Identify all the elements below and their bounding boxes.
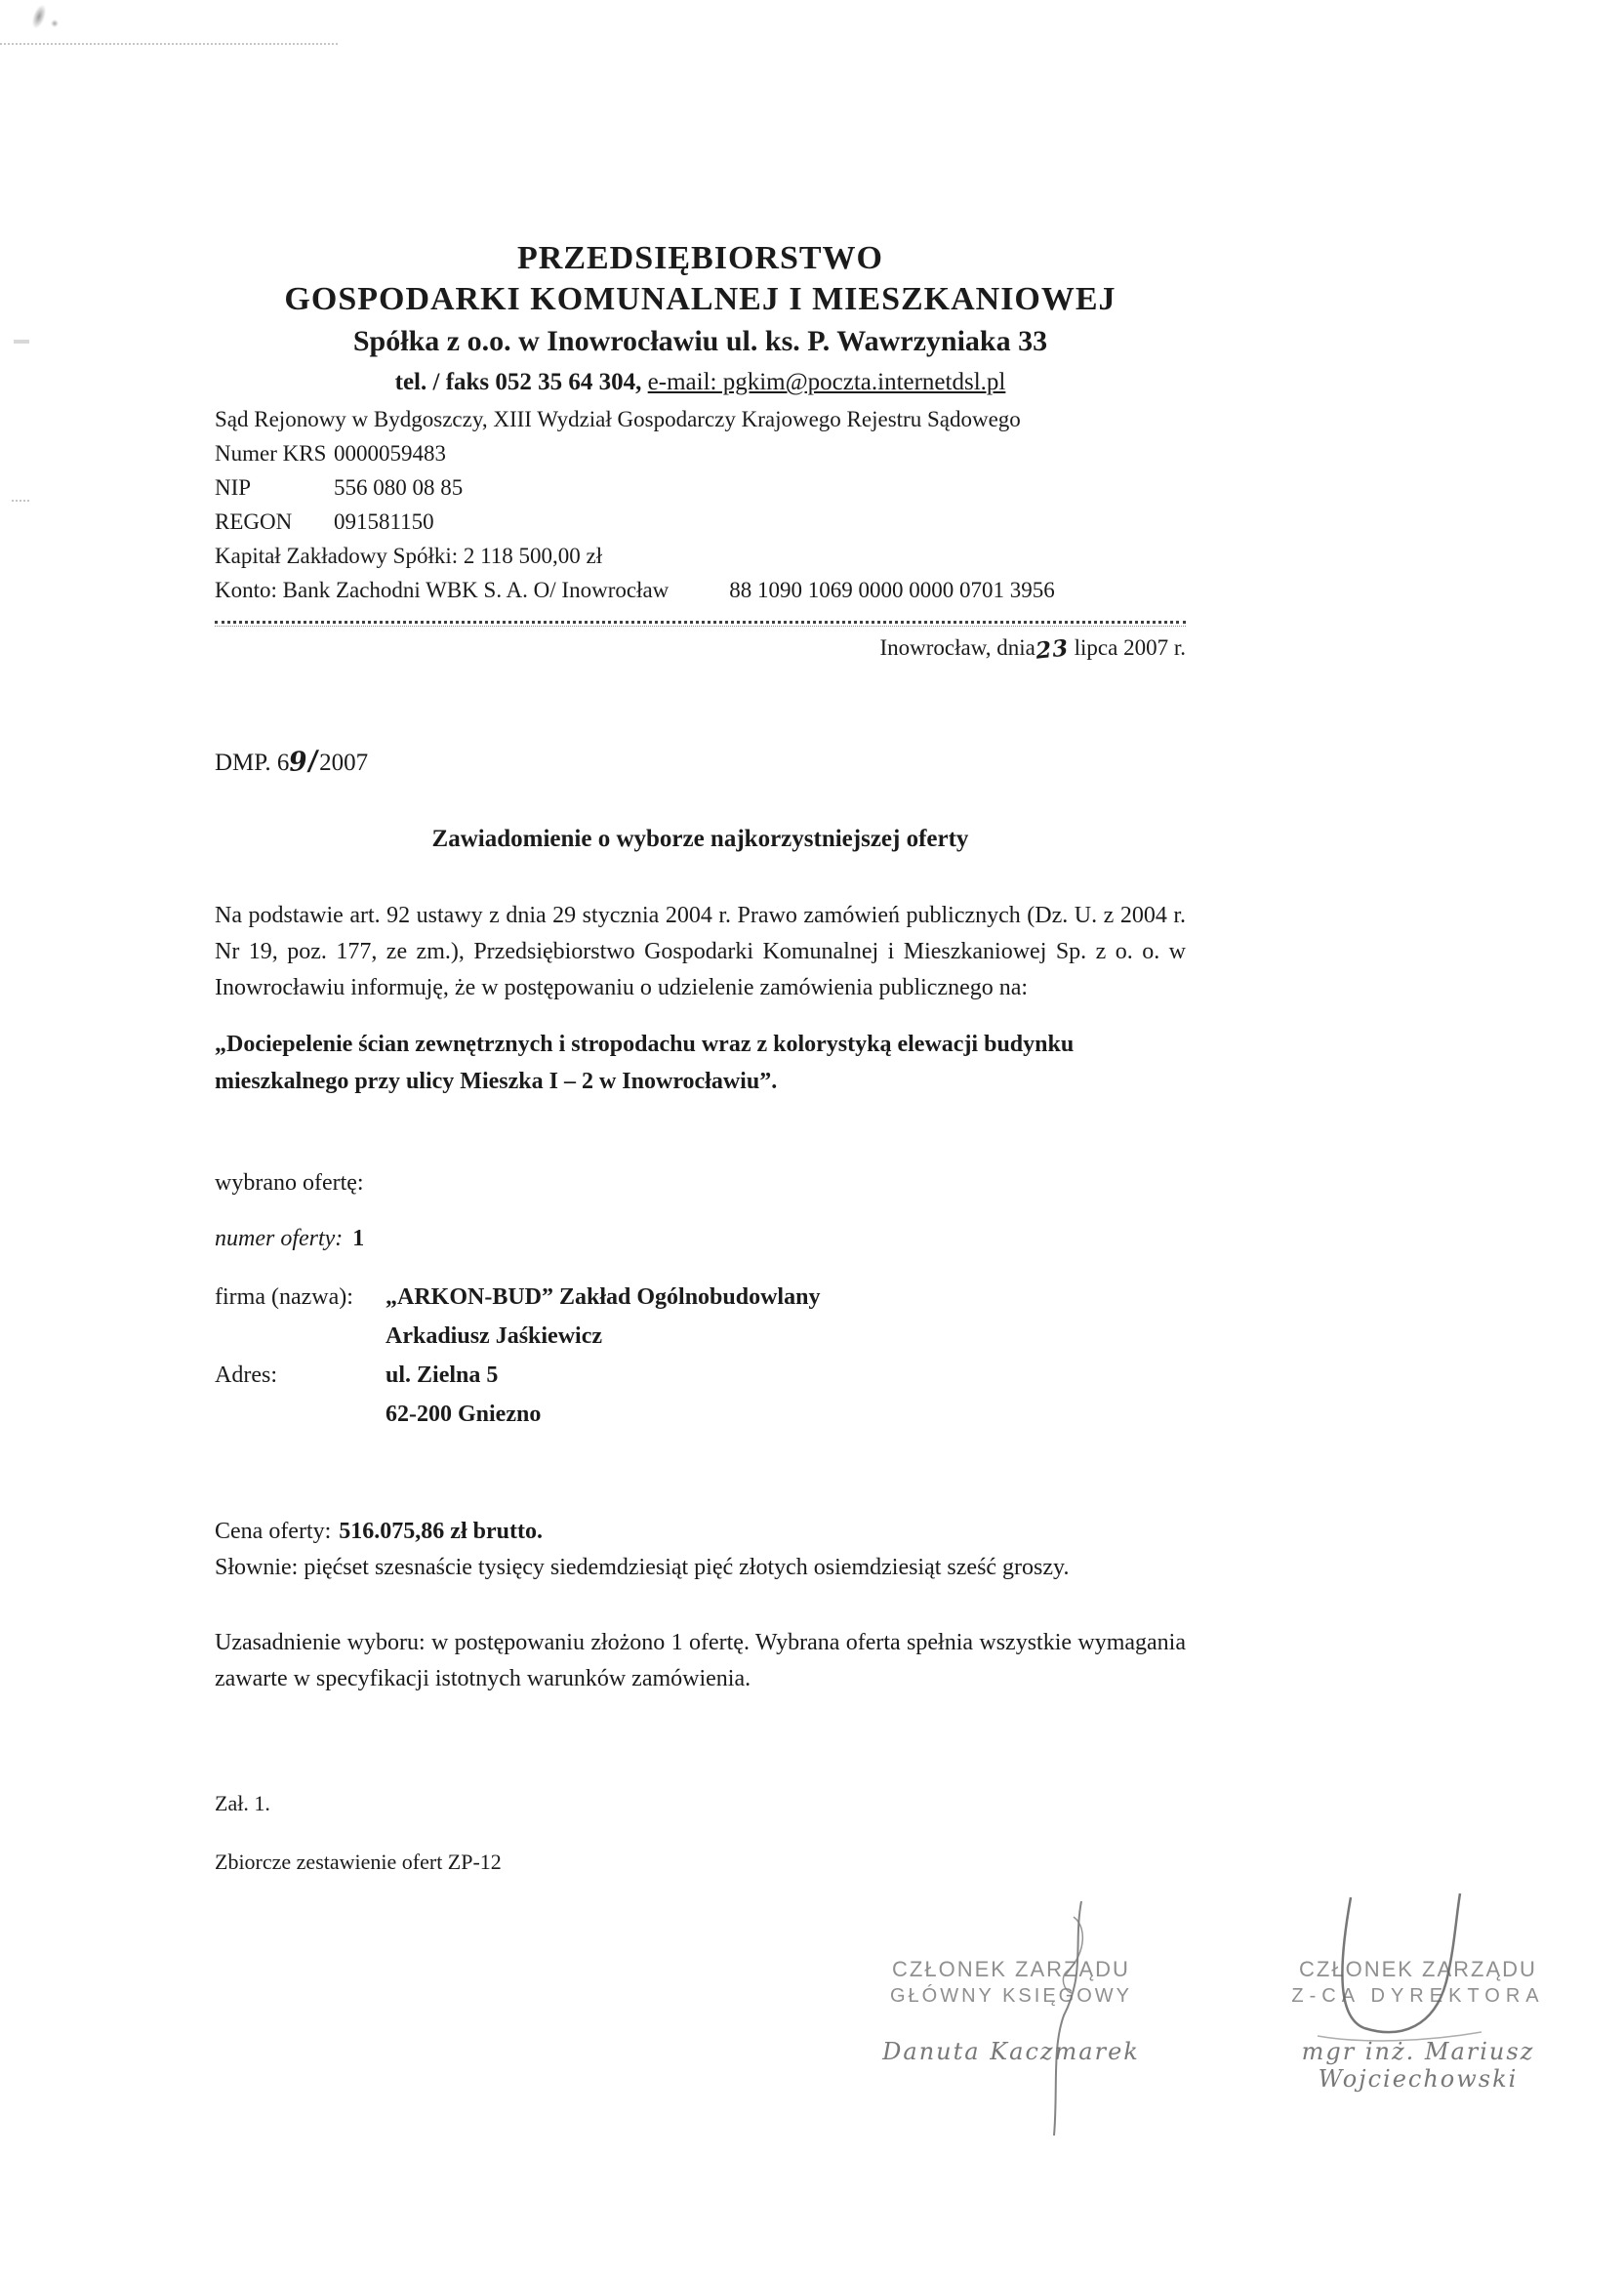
chosen-offer-label: wybrano ofertę: [215, 1170, 364, 1196]
scan-speck [12, 500, 29, 507]
nip-value: 556 080 08 85 [334, 475, 464, 500]
winner-details [215, 1278, 1186, 1434]
handwritten-day: 23 [1034, 634, 1071, 665]
price-in-words: Słownie: pięćset szesnaście tysięcy siedemdziesiąt pięć złotych osiemdziesiąt sześć groszy. [215, 1555, 1070, 1580]
justification-paragraph: Uzasadnienie wyboru: w postępowaniu złożono 1 ofertę. Wybrana oferta spełnia wszystkie wymagania zawarte w specyfikacji istotnych warunków zamówienia. [215, 1630, 1186, 1691]
pen-stroke-signatures [830, 1884, 1624, 2157]
company-address-line: Spółka z o.o. w Inowrocławiu ul. ks. P. Wawrzyniaka 33 [352, 325, 1048, 357]
email-address: e-mail: pgkim@poczta.internetdsl.pl [647, 369, 1006, 395]
firm-person: Arkadiusz Jaśkiewicz [386, 1323, 602, 1349]
regon-value: 091581150 [334, 509, 434, 534]
dateline-suffix: lipca 2007 r. [1074, 635, 1186, 660]
scan-speck [14, 340, 29, 344]
dotted-separator [215, 621, 1186, 627]
nip-label: NIP [215, 475, 252, 500]
offer-number-line [215, 1226, 1186, 1252]
firm-name: „ARKON-BUD” Zakład Ogólnobudowlany [386, 1284, 821, 1310]
offer-number-value: 1 [352, 1226, 365, 1251]
registry-info [215, 402, 1186, 607]
court-registry-line: Sąd Rejonowy w Bydgoszczy, XIII Wydział Gospodarczy Krajowego Rejestru Sądowego [215, 407, 1021, 431]
capital-line: Kapitał Zakładowy Spółki: 2 118 500,00 zł [215, 544, 603, 568]
company-name-line2: GOSPODARKI KOMUNALNEJ I MIESZKANIOWEJ [284, 281, 1116, 317]
reference-prefix: DMP. 6 [215, 750, 290, 776]
letterhead [215, 0, 1186, 607]
right-stamp-role1: CZŁONEK ZARZĄDU [1299, 1957, 1537, 1981]
account-number: 88 1090 1069 0000 0000 0701 3956 [729, 578, 1055, 602]
regon-line [215, 505, 1186, 539]
reference-suffix: 2007 [319, 750, 369, 776]
handwritten-reference-digit: 9/ [288, 745, 321, 779]
contact-line [215, 363, 1186, 402]
krs-line [215, 436, 1186, 470]
address-city-line [215, 1395, 1186, 1434]
firm-person-line [215, 1317, 1186, 1356]
bank-label: Konto: Bank Zachodni WBK S. A. O/ Inowrocław [215, 578, 670, 602]
address-city: 62-200 Gniezno [386, 1402, 542, 1427]
dateline-prefix: Inowrocław, dnia [879, 635, 1035, 660]
attachment-label: Zał. 1. [215, 1791, 270, 1815]
reference-number [215, 747, 1186, 777]
phone-fax: tel. / faks 052 35 64 304, [394, 369, 642, 395]
bank-account-line [215, 573, 1186, 607]
left-signature-name: Danuta Kaczmarek [882, 2038, 1140, 2065]
right-stamp-role2: Z-CA DYREKTORA [1291, 1985, 1545, 2007]
subject-paragraph: „Dociepelenie ścian zewnętrznych i stropodachu wraz z kolorystyką elewacji budynku mieszkalnego przy ulicy Mieszka I – 2 w Inowrocławiu”. [215, 1032, 1075, 1094]
firm-label: firma (nazwa): [215, 1284, 353, 1310]
offer-number-label: numer oferty: [215, 1226, 344, 1251]
scan-artifact-line [0, 43, 338, 45]
price-value: 516.075,86 zł brutto. [339, 1519, 543, 1544]
document-title: Zawiadomienie o wyborze najkorzystniejszej oferty [431, 826, 969, 852]
krs-label: Numer KRS [215, 441, 327, 466]
scan-speck [29, 3, 49, 31]
company-name-line1: PRZEDSIĘBIORSTWO [517, 240, 883, 276]
address-label: Adres: [215, 1363, 277, 1388]
scan-speck [51, 20, 59, 27]
attachment-description: Zbiorcze zestawienie ofert ZP-12 [215, 1850, 502, 1874]
intro-paragraph: Na podstawie art. 92 ustawy z dnia 29 stycznia 2004 r. Prawo zamówień publicznych (Dz. U. z 2004 r. Nr 19, poz. 177, ze zm.), Przedsiębiorstwo Gospodarki Komunalnej i Mieszkaniowej Sp. z o. o. w Inowrocławiu informuję, że w postępowaniu o udzielenie zamówienia publicznego na: [215, 903, 1186, 1000]
left-stamp-role1: CZŁONEK ZARZĄDU [892, 1957, 1130, 1981]
firm-name-line [215, 1278, 1186, 1317]
address-street-line [215, 1356, 1186, 1395]
dateline [215, 634, 1186, 665]
address-street: ul. Zielna 5 [386, 1363, 499, 1388]
right-signature-name: mgr inż. Mariusz Wojciechowski [1301, 2038, 1535, 2093]
regon-label: REGON [215, 509, 293, 534]
price-label: Cena oferty: [215, 1519, 332, 1544]
left-stamp-role2: GŁÓWNY KSIĘGOWY [890, 1985, 1132, 2007]
price-line [215, 1514, 1186, 1550]
nip-line [215, 470, 1186, 505]
krs-value: 0000059483 [334, 441, 446, 466]
